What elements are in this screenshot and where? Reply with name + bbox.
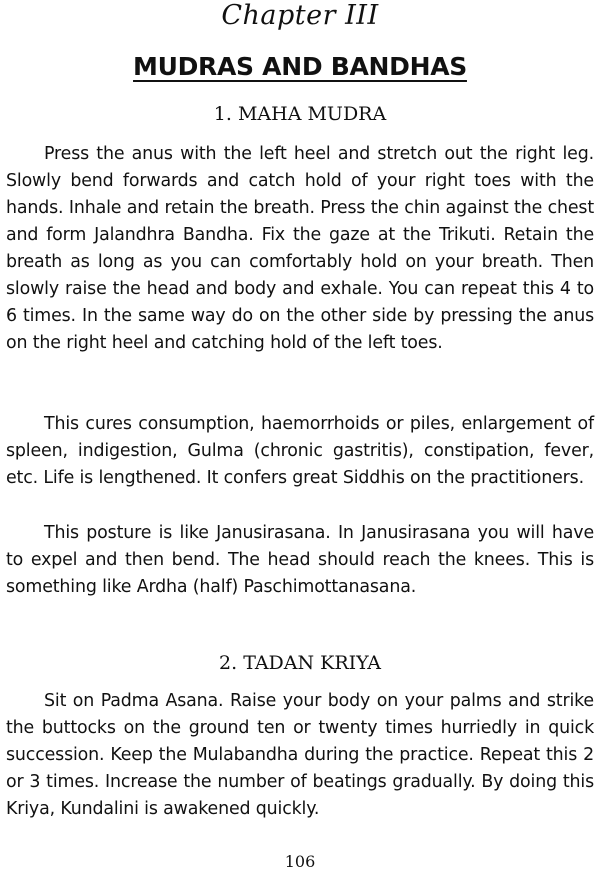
chapter-title: MUDRAS AND BANDHAS bbox=[133, 52, 467, 81]
paragraph-text: This posture is like Janusirasana. In Janusirasana you will have to expel and then bend. The head should reach the knees. This is something like Ardha (half) Paschimottanasana. bbox=[6, 523, 594, 597]
chapter-label: Chapter III bbox=[221, 0, 379, 31]
paragraph-maha-mudra-instructions bbox=[6, 141, 594, 357]
paragraph-text: Sit on Padma Asana. Raise your body on your palms and strike the buttocks on the ground ten or twenty times hurriedly in quick succession. Keep the Mulabandha during the practice. Repeat this 2 or 3 times. Increase the number of beatings gradually. By doing this Kriya, Kundalini is awakened quickly. bbox=[6, 691, 594, 819]
paragraph-text: This cures consumption, haemorrhoids or piles, enlargement of spleen, indigestion, Gulma (chronic gastritis), constipation, fever, etc. Life is lengthened. It confers great Siddhis on the practitioners. bbox=[6, 414, 594, 488]
paragraph-maha-mudra-comparison bbox=[6, 520, 594, 601]
section-heading-tadan-kriya: 2. TADAN KRIYA bbox=[219, 652, 381, 674]
page-number: 106 bbox=[284, 852, 316, 871]
paragraph-maha-mudra-benefits bbox=[6, 411, 594, 492]
section-heading-maha-mudra: 1. MAHA MUDRA bbox=[213, 103, 387, 125]
paragraph-tadan-kriya-instructions bbox=[6, 688, 594, 823]
paragraph-text: Press the anus with the left heel and stretch out the right leg. Slowly bend forwards and catch hold of your right toes with the hands. Inhale and retain the breath. Press the chin against the chest and form Jalandhra Bandha. Fix the gaze at the Trikuti. Retain the breath as long as you can comfortably hold on your breath. Then slowly raise the head and body and exhale. You can repeat this 4 to 6 times. In the same way do on the other side by pressing the anus on the right heel and catching hold of the left toes. bbox=[6, 144, 594, 353]
